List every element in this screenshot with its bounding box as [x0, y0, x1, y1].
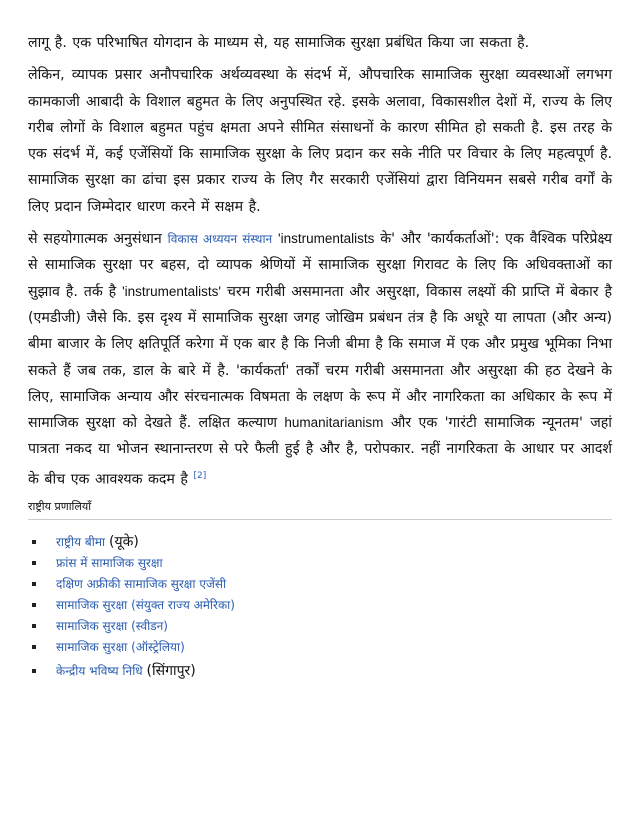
bullet-icon	[32, 540, 36, 544]
section-heading-national-systems: राष्ट्रीय प्रणालियाँ	[28, 499, 92, 513]
citation-link[interactable]: [2]	[193, 470, 207, 481]
paragraph-1: लागू है. एक परिभाषित योगदान के माध्यम से, यह सामाजिक सुरक्षा प्रबंधित किया जा सकता है.	[28, 35, 530, 51]
link-social-security-france[interactable]: फ्रांस में सामाजिक सुरक्षा	[56, 555, 163, 570]
bullet-icon	[32, 645, 36, 649]
list-item	[28, 553, 612, 574]
bullet-icon	[32, 582, 36, 586]
article-body	[28, 30, 612, 684]
bullet-icon	[32, 669, 36, 673]
list-item	[28, 658, 612, 684]
country-label: (सिंगापुर)	[146, 662, 196, 679]
list-item	[28, 574, 612, 595]
country-label: (यूके)	[108, 533, 139, 550]
list-item	[28, 616, 612, 637]
paragraph-3-intro: से सहयोगात्मक अनुसंधान	[28, 231, 162, 248]
institute-of-development-studies-link[interactable]: विकास अध्ययन संस्थान	[167, 232, 273, 247]
term-humanitarianism: humanitarianism	[284, 415, 384, 431]
national-systems-list	[28, 532, 612, 684]
link-national-insurance[interactable]: राष्ट्रीय बीमा	[56, 534, 106, 549]
list-item	[28, 637, 612, 658]
link-social-security-sweden[interactable]: सामाजिक सुरक्षा (स्वीडन)	[56, 618, 168, 633]
quote-instrumentalists: 'instrumentalists	[278, 231, 375, 247]
paragraph-2: लेकिन, व्यापक प्रसार अनौपचारिक अर्थव्यवस्था के संदर्भ में, औपचारिक सामाजिक सुरक्षा व्यवस्थाओं लगभग कामकाजी आबादी के विशाल बहुमत के लिए अनुपस्थित रहे. इसके अलावा, विकासशील देशों में, राज्य के लिए गरीब लोगों के विशाल बहुमत पहुंच क्षमता अपने सीमित संसाधनों के कारण सीमित हो सकती है. इस तरह के एक संदर्भ में, कई एजेंसियों कि सामाजिक सुरक्षा के लिए प्रदान कर सके नीति पर विचार के लिए महत्वपूर्ण है. सामाजिक सुरक्षा का ढांचा इस प्रकार राज्य के लिए गैर सरकारी एजेंसियां द्वारा विनियमन सबसे गरीब वर्गों के लिए प्रदान जिम्मेदार धारण करने में सक्षम है.	[28, 67, 612, 215]
paragraph-3-text-2: चरम गरीबी असमानता और असुरक्षा, विकास लक्ष्यों की प्राप्ति में बेकार है (एमडीजी) जैसे कि. इस दृश्य में सामाजिक सुरक्षा जगह जोखिम प्रबंधन तंत्र है कि अधूरे या लापता (और अन्य) बीमा बाजार के लिए क्षतिपूर्ति करेगा में एक बार है कि निजी बीमा है कि समाज में एक और प्रमुख भूमिका निभा सकते हैं जब तक, डाल के बारे में है. 'कार्यकर्ता' तर्कों चरम गरीबी असमानता और असुरक्षा की हठ देखने के लिए, सामाजिक अन्याय और संरचनात्मक विषमता के लक्षण के रूप में और नागरिकता का अधिकार के रूप में सामाजिक सुरक्षा को देखते हैं. लक्षित कल्याण	[28, 283, 612, 432]
paragraph-3-text-3: और एक 'गारंटी सामाजिक न्यूनतम' जहां पात्रता नकद या भोजन स्थानान्तरण से परे फैली हुई है और है, परोपकार. नहीं नागरिकता के आधार पर आदर्श के बीच एक आवश्यक कदम है	[28, 415, 612, 488]
link-social-security-usa[interactable]: सामाजिक सुरक्षा (संयुक्त राज्य अमेरिका)	[56, 597, 235, 612]
bullet-icon	[32, 624, 36, 628]
quote-instrumentalists-2: 'instrumentalists'	[122, 283, 221, 299]
bullet-icon	[32, 603, 36, 607]
link-social-security-australia[interactable]: सामाजिक सुरक्षा (ऑस्ट्रेलिया)	[56, 639, 185, 654]
bullet-icon	[32, 561, 36, 565]
paragraph-3	[28, 226, 612, 493]
list-item	[28, 595, 612, 616]
link-central-provident-fund[interactable]: केन्द्रीय भविष्य निधि	[56, 663, 143, 678]
divider	[28, 519, 612, 520]
link-south-african-social-security-agency[interactable]: दक्षिण अफ्रीकी सामाजिक सुरक्षा एजेंसी	[56, 576, 227, 591]
list-item	[28, 532, 612, 553]
paragraph-3-text-1: के' और 'कार्यकर्ताओं': एक वैश्विक परिप्रेक्ष्य से सामाजिक सुरक्षा पर बहस, दो व्यापक श्रेणियों में सामाजिक सुरक्षा गिरावट के लिए कि अधिवक्ताओं का सुझाव है. तर्क है	[28, 231, 613, 300]
